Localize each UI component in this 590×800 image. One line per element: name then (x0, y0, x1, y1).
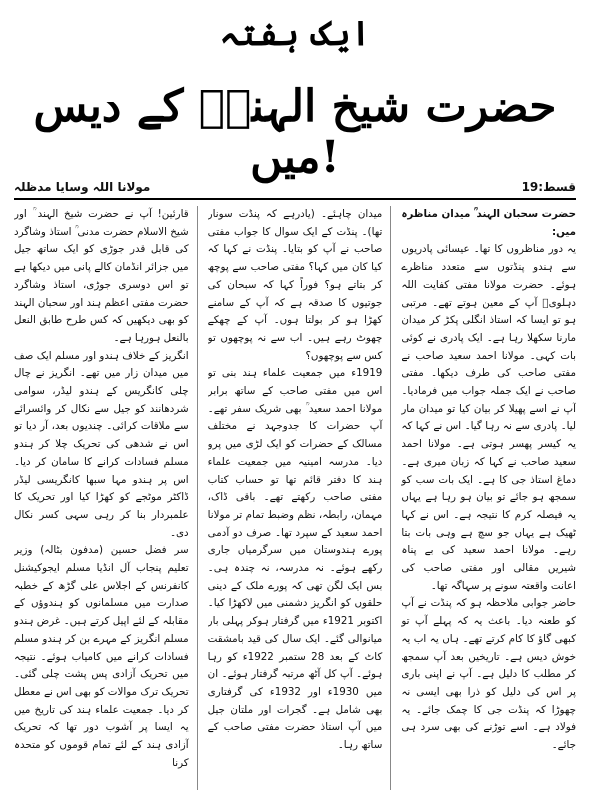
article-column (401, 206, 576, 790)
article-paragraph: میدان چاہئے۔ (یادرہے کہ پنڈت سونار تھا)۔ پنڈت کے ایک سوال کا جواب مفتی صاحب نے آپ کو بتایا۔ پنڈت نے کہا کہ کیا کان میں کہا؟ مفتی صاحب سے پوچھ کر بتاتے ہو؟ فوراً کہا کہ سبحان کی جوتیوں کا صدقہ ہے کہ آپ کے سامنے کھڑا ہو کر بولتا ہوں۔ آپ کے چھکے چھوٹ رہے ہیں۔ اب سے نہ پوچھوں تو کس سے پوچھوں؟ (207, 208, 383, 362)
episode-label: قسط:19 (521, 180, 576, 194)
section-subheading: حضرت سحبان الہند ؒ میدان مناظرہ میں: (401, 208, 576, 238)
article-column (208, 206, 392, 790)
article-columns (14, 206, 576, 790)
header-rule (14, 198, 576, 200)
article-paragraph: 1919ء میں جمعیت علماء ہند بنی تو اس میں مفتی صاحب کے ساتھ برابر مولانا احمد سعید ؒ بھی شریک سفر تھے۔ آپ حضرات کا جدوجہد نے مختلف مسالک کے حضرات کو ایک لڑی میں پرو دیا۔ مدرسہ امینیہ میں جمعیت علماء ہند کا دفتر قائم تھا تو حساب کتاب مفتی صاحب رکھتے تھے۔ باقی ڈاک، مہمان، رابطہ، نظم وضبط تمام تر مولانا احمد سعید کے سپرد تھا۔ صرف دو آدمی پورے ہندوستان میں سرگرمیاں جاری رکھے ہوئے۔ نہ مدرسہ، نہ چندہ ہی۔ بس ایک لگن تھی کہ پورے ملک کے دینی حلقوں کو انگریز دشمنی میں لاکھڑا کیا۔ اکتوبر 1921ء میں گرفتار ہوکر پہلی بار میانوالی گئے۔ ایک سال کی قید بامشقت کاٹ کے بعد 28 ستمبر 1922ء کو رہا ہوئے۔ آپ کل آٹھ مرتبہ گرفتار ہوئے۔ ان میں 1930ء اور 1932ء کی گرفتاری بھی شامل ہے۔ گجرات اور ملتان جیل میں آپ استاذ حضرت مفتی صاحب کے ساتھ رہا۔ (207, 367, 383, 752)
kicker-title: ایک ہفتہ (219, 14, 371, 54)
article-paragraph: حاضر جوابی ملاحظہ ہو کہ پنڈت نے آپ کو طعنہ دیا۔ باعث یہ کہ پہلے آپ تو کبھی گاؤ کا کام کرتے تھے۔ ہاں یہ اب یہ خوش دیس ہے۔ تاریخیں بعد آپ سمجھ کر مطلب کا دلیل ہے۔ آپ نے اپنی باری پر اس کی دلیل کو ذرا بھی ایسی نہ چھوڑا کہ پنڈت جی کا چمک جائے۔ یہ فولاد ہے۔ اسے توڑنے کی بھی سرد ہی جائے۔ (401, 597, 576, 752)
author-byline: مولانا اللہ وسایا مدظلہ (14, 180, 151, 194)
article-paragraph: سر فضل حسین (مدفون بٹالہ) وزیر تعلیم پنجاب آل انڈیا مسلم ایجوکیشنل کانفرنس کے اجلاس علی گڑھ کے خطبہ صدارت میں مسلمانوں کو ہندوؤں کے مقابلہ کے لئے اپیل کرتے ہیں۔ غرض ہندو مسلم انگریز کے مہرے بن کر ہندو مسلم فسادات کرانے میں کامیاب ہوئے۔ نتیجہ میں تحریک آزادی پس پشت چلی گئی۔ تحریک ترک موالات کو بھی اس نے معطل کر دیا۔ جمعیت علماء ہند کی تاریخ میں یہ ایسا پر آشوب دور تھا کہ تحریک آزادی ہند کے لئے تمام قوموں کو متحدہ کرنا (13, 544, 189, 769)
headline: حضرت شیخ الہندؒ کے دیس میں! (33, 81, 557, 183)
article-paragraph: قارئین! آپ نے حضرت شیخ الہند ؒ اور شیخ الاسلام حضرت مدنی ؒ استاذ وشاگرد کی قابل قدر جوڑی کو ایک ساتھ جیل میں جزائر انڈمان کالے پانی میں دیکھا ہے تو اس دوسری جوڑی، استاذ وشاگرد حضرت مفتی اعظم ہند اور سحبان الہند کو بھی دیکھیں کہ کس طرح طابق النعل بالنعل ہورہا ہے۔ (13, 208, 189, 344)
byline-bar (14, 178, 576, 196)
article-paragraph: یہ دور مناظروں کا تھا۔ عیسائی پادریوں سے ہندو پنڈتوں سے متعدد مناظرے ہوئے۔ حضرت مولانا مفتی کفایت اللہ دہلویؒ آپ کے معین ہوتے تھے۔ مرتبی ہو تو ایسا کہ استاذ انگلی پکڑ کر میدان مارنا سکھلا رہا ہے۔ ایک پادری نے کوئی بات کہی۔ مولانا احمد سعید صاحب نے مفتی صاحب کی طرف دیکھا۔ مفتی صاحب نے ایک جملہ جواب میں فرمادیا۔ آپ نے اسے پھیلا کر بیان کیا تو میدان مار لیا۔ پادری سے نہ رہا گیا۔ اس نے کہا کہ یہ کیسر پھسر ہوتی ہے۔ مولانا احمد سعید صاحب نے کہا کہ زبان میری ہے۔ دماغ استاذ جی کا ہے۔ ایک بات سب کو سمجھ ہو جائے تو بیان ہو رہا ہے یہاں یہ فیصلہ کرم کا نتیجہ ہے۔ اس نے کہا ٹھیک ہے یہاں جو سچ ہے وہی بات بتا رہے۔ مولانا احمد سعید کی بے پناہ شیریں مقالی اور مفتی صاحب کی اعانت واقعتہ سونے پر سہاگہ تھا۔ (401, 243, 576, 592)
article-paragraph: انگریز کے خلاف ہندو اور مسلم ایک صف میں میدان زار میں تھے۔ انگریز نے چال چلی کانگریس کے ہندو لیڈر، سوامی شردھانند کو جیل سے نکال کر وائسرائے سے ملاقات کرائی۔ چندیوں بعد، آر دیا تو اس نے شدھی کی تحریک چلا کر ہندو مسلم فسادات کرانے کا سامان کر دیا۔ اس پر ہندو مہا سبھا کانگریسی لیڈر ڈاکٹر موٹجے کو کھڑا کیا اور تحریک کا علمبردار بنا کر رہی سہی کسر نکال دی۔ (13, 349, 189, 539)
article-column (14, 206, 198, 790)
